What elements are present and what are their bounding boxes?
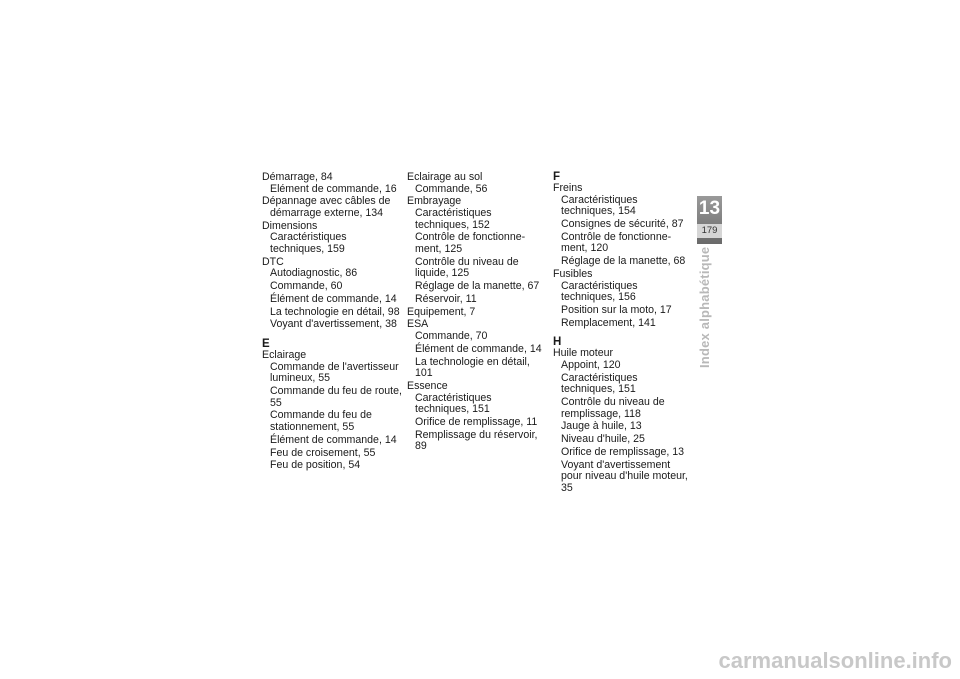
index-subentry: Consignes de sécurité, 87 bbox=[561, 217, 684, 230]
index-entry-head: Freins bbox=[553, 182, 583, 194]
index-column-1 bbox=[262, 172, 402, 472]
index-subentry: Commande, 70 bbox=[415, 330, 488, 343]
index-subentry: Caractéristiques techniques, 152 bbox=[415, 206, 492, 231]
index-subentry: Feu de croisement, 55 bbox=[270, 446, 376, 459]
index-letter-heading: F bbox=[553, 171, 561, 183]
index-entry bbox=[553, 183, 693, 268]
index-subentry: La technologie en détail, 98 bbox=[270, 305, 400, 318]
index-entry-head: ESA bbox=[407, 318, 429, 331]
index-subentry: Voyant d'avertissement, 38 bbox=[270, 318, 397, 331]
index-entry-head: Eclairage au sol bbox=[407, 171, 483, 183]
index-subentry: Caractéristiques techniques, 154 bbox=[561, 193, 638, 218]
index-subentry: Orifice de remplissage, 11 bbox=[415, 415, 538, 428]
index-entry bbox=[407, 307, 547, 319]
index-entry-head: Equipement, 7 bbox=[407, 305, 476, 318]
index-entry-head: Essence bbox=[407, 379, 448, 392]
index-entry bbox=[553, 269, 693, 329]
index-subentry: Elément de commande, 16 bbox=[270, 182, 397, 195]
chapter-label: Index alphabétique bbox=[697, 246, 712, 368]
index-subentry: Remplissage du réservoir, 89 bbox=[415, 428, 538, 453]
index-column-2 bbox=[407, 172, 547, 453]
index-letter-heading: E bbox=[262, 338, 270, 351]
index-entry-head: Eclairage bbox=[262, 349, 307, 362]
index-entry bbox=[262, 196, 402, 219]
index-subentry: Commande, 56 bbox=[415, 182, 488, 195]
index-entry bbox=[407, 381, 547, 453]
index-subentry: Niveau d'huile, 25 bbox=[561, 433, 645, 446]
index-entry-head: Dépannage avec câbles de bbox=[262, 195, 391, 208]
index-subentry: Contrôle du niveau de liquide, 125 bbox=[415, 255, 519, 280]
index-subentry: Commande de l'avertisseur lumineux, 55 bbox=[270, 360, 399, 385]
index-subentry: La technologie en détail, 101 bbox=[415, 355, 530, 380]
index-letter-heading: H bbox=[553, 336, 562, 349]
index-subentry: Autodiagnostic, 86 bbox=[270, 267, 358, 280]
index-entry bbox=[262, 257, 402, 331]
index-subentry: Caractéristiques techniques, 151 bbox=[561, 371, 638, 396]
index-subentry: Élément de commande, 14 bbox=[415, 342, 542, 355]
index-subentry: Orifice de remplissage, 13 bbox=[561, 445, 685, 458]
index-entry-head: Dimensions bbox=[262, 219, 318, 232]
index-subentry: Commande du feu de route, 55 bbox=[270, 385, 402, 409]
index-subentry: Réglage de la manette, 68 bbox=[561, 255, 686, 268]
watermark: carmanualsonline.info bbox=[718, 648, 952, 673]
index-subentry: Contrôle de fonctionne-ment, 125 bbox=[415, 231, 526, 255]
index-entry-head: Embrayage bbox=[407, 195, 462, 208]
index-subentry: Voyant d'avertissement pour niveau d'huile moteur, 35 bbox=[561, 458, 688, 494]
index-subentry: Réservoir, 11 bbox=[415, 292, 477, 305]
index-entry-head: Démarrage, 84 bbox=[262, 171, 333, 183]
index-subentry: Appoint, 120 bbox=[561, 358, 621, 371]
index-subentry: démarrage externe, 134 bbox=[270, 206, 384, 219]
index-entry bbox=[553, 348, 693, 494]
page-number-box bbox=[697, 224, 722, 238]
index-subentry: Caractéristiques techniques, 159 bbox=[270, 231, 347, 255]
index-subentry: Caractéristiques techniques, 156 bbox=[561, 279, 638, 304]
index-column-3 bbox=[553, 172, 693, 495]
index-entry bbox=[407, 196, 547, 305]
index-entry-head: DTC bbox=[262, 255, 284, 268]
index-entry bbox=[262, 172, 402, 195]
index-subentry: Jauge à huile, 13 bbox=[561, 420, 642, 433]
index-entry bbox=[262, 221, 402, 256]
index-entry bbox=[407, 172, 547, 195]
page-number: 179 bbox=[701, 225, 718, 236]
index-entry-head: Fusibles bbox=[553, 267, 593, 280]
index-subentry: Élément de commande, 14 bbox=[270, 292, 397, 305]
index-subentry: Remplacement, 141 bbox=[561, 316, 656, 329]
chapter-number: 13 bbox=[698, 198, 721, 219]
index-entry bbox=[407, 319, 547, 379]
index-subentry: Réglage de la manette, 67 bbox=[415, 280, 540, 293]
index-subentry: Position sur la moto, 17 bbox=[561, 303, 672, 316]
index-subentry: Contrôle de fonctionne-ment, 120 bbox=[561, 230, 672, 255]
index-subentry: Feu de position, 54 bbox=[270, 459, 361, 472]
index-entry-head: Huile moteur bbox=[553, 347, 614, 360]
index-subentry: Élément de commande, 14 bbox=[270, 433, 397, 446]
index-subentry: Commande du feu de stationnement, 55 bbox=[270, 409, 372, 433]
index-subentry: Contrôle du niveau de remplissage, 118 bbox=[561, 396, 665, 420]
index-subentry: Commande, 60 bbox=[270, 280, 343, 293]
index-entry bbox=[262, 350, 402, 472]
index-subentry: Caractéristiques techniques, 151 bbox=[415, 391, 492, 416]
